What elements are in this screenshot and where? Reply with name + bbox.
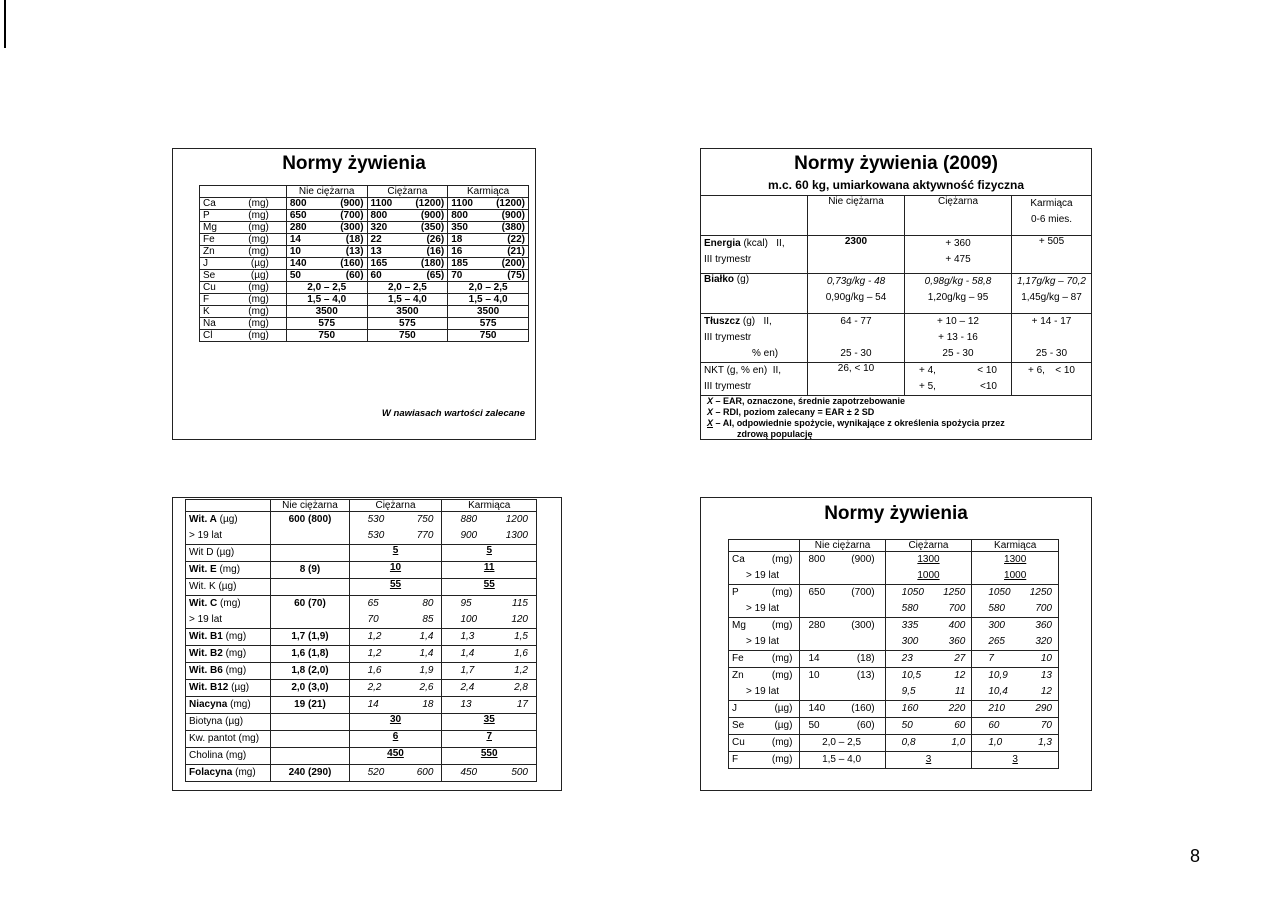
s2-corner xyxy=(701,196,808,236)
s3-nie-ciezarna-value: 1,6 (1,8) xyxy=(271,646,349,663)
s4-mineral-label: Se (µg) xyxy=(729,718,800,735)
s2-bialko-nc: 0,73g/kg - 48 0,90g/kg – 54 xyxy=(808,274,905,314)
s3-karmiaca-value: 450 500 xyxy=(442,765,537,782)
s2-legend-line: X – AI, odpowiednie spożycie, wynikające z określenia spożycia przez xyxy=(707,418,1005,428)
page-edge-mark xyxy=(4,0,6,48)
s3-vitamin-label: Biotyna (µg) xyxy=(186,714,271,731)
s1-value-cell: 750 xyxy=(367,330,448,342)
s3-vitamin-label: Wit. A (µg) > 19 lat xyxy=(186,512,271,545)
s1-row-p xyxy=(200,210,529,222)
s1-row-f xyxy=(200,294,529,306)
s4-ciezarna-value: 1300 1000 xyxy=(885,552,972,585)
s2-row-nkt-label: NKT (g, % en) II, III trymestr xyxy=(701,363,808,396)
s1-nutrient-label: Se (µg) xyxy=(200,270,287,282)
s4-nie-ciezarna-value: 140 (160) xyxy=(800,701,885,718)
s3-vitamin-label: Wit. C (mg) > 19 lat xyxy=(186,596,271,629)
s1-row-cu xyxy=(200,282,529,294)
s4-row xyxy=(729,735,1059,752)
s3-row xyxy=(186,562,537,579)
s4-row xyxy=(729,585,1059,618)
s1-value-cell: 185 (200) xyxy=(448,258,529,270)
s2-energia-nc: 2300 xyxy=(808,236,905,274)
s3-row xyxy=(186,697,537,714)
page-number: 8 xyxy=(1190,846,1201,866)
s3-ciezarna-value: 14 18 xyxy=(349,697,442,714)
s2-legend-line: X – RDI, poziom zalecany = EAR ± 2 SD xyxy=(707,407,875,417)
s4-ciezarna-value: 335 400 300 360 xyxy=(885,618,972,651)
s3-ciezarna-value: 520 600 xyxy=(349,765,442,782)
s2-header-karmiaca: Karmiąca 0-6 mies. xyxy=(1012,196,1092,236)
s3-karmiaca-value: 55 xyxy=(442,579,537,596)
s4-nie-ciezarna-value: 10 (13) xyxy=(800,668,885,701)
s3-nie-ciezarna-value xyxy=(271,714,349,731)
s3-row xyxy=(186,646,537,663)
s3-ciezarna-value: 6 xyxy=(349,731,442,748)
s4-karmiaca-value: 7 10 xyxy=(972,651,1059,668)
s1-value-cell: 575 xyxy=(448,318,529,330)
slide-2-legend: X – EAR, oznaczone, średnie zapotrzebowanie X – RDI, poziom zalecany = EAR ± 2 SD X – AI, odpowiednie spożycie, wynikające z określenia spożycia przez zdrową populację xyxy=(707,396,1005,439)
s2-tluszcz-nc: 64 - 77 25 - 30 xyxy=(808,314,905,363)
s1-nutrient-label: Mg (mg) xyxy=(200,222,287,234)
s2-header-nie-ciezarna: Nie ciężarna xyxy=(808,196,905,236)
s3-row xyxy=(186,596,537,629)
s3-row xyxy=(186,629,537,646)
s1-value-cell: 2,0 – 2,5 xyxy=(448,282,529,294)
s3-nie-ciezarna-value: 600 (800) xyxy=(271,512,349,545)
s3-vitamin-label: Kw. pantot (mg) xyxy=(186,731,271,748)
s4-mineral-label: P (mg) > 19 lat xyxy=(729,585,800,618)
s3-karmiaca-value: 13 17 xyxy=(442,697,537,714)
s4-nie-ciezarna-value: 14 (18) xyxy=(800,651,885,668)
s3-row xyxy=(186,545,537,562)
s3-vitamin-label: Wit. B6 (mg) xyxy=(186,663,271,680)
s3-ciezarna-value: 450 xyxy=(349,748,442,765)
s4-karmiaca-value: 3 xyxy=(972,752,1059,769)
s2-bialko-k: 1,17g/kg – 70,2 1,45g/kg – 87 xyxy=(1012,274,1092,314)
s2-bialko-c: 0,98g/kg - 58,8 1,20g/kg – 95 xyxy=(905,274,1012,314)
s1-nutrient-label: K (mg) xyxy=(200,306,287,318)
s1-row-se xyxy=(200,270,529,282)
s1-value-cell: 650 (700) xyxy=(286,210,367,222)
slide-1-table xyxy=(199,185,529,342)
s3-karmiaca-value: 11 xyxy=(442,562,537,579)
s1-value-cell: 800 (900) xyxy=(286,198,367,210)
s1-nutrient-label: J (µg) xyxy=(200,258,287,270)
s3-ciezarna-value: 1,2 1,4 xyxy=(349,629,442,646)
s3-nie-ciezarna-value: 60 (70) xyxy=(271,596,349,629)
s3-corner xyxy=(186,500,271,512)
s4-row xyxy=(729,752,1059,769)
s2-nkt-k: + 6, < 10 xyxy=(1012,363,1092,396)
s2-row-energia-label: Energia (kcal) II, III trymestr xyxy=(701,236,808,274)
s3-ciezarna-value: 30 xyxy=(349,714,442,731)
s4-ciezarna-value: 50 60 xyxy=(885,718,972,735)
s1-row-cl xyxy=(200,330,529,342)
s4-mineral-label: J (µg) xyxy=(729,701,800,718)
s4-ciezarna-value: 10,5 12 9,5 11 xyxy=(885,668,972,701)
s3-nie-ciezarna-value xyxy=(271,545,349,562)
s2-tluszcz-k: + 14 - 17 25 - 30 xyxy=(1012,314,1092,363)
s1-value-cell: 1,5 – 4,0 xyxy=(367,294,448,306)
s4-ciezarna-value: 160 220 xyxy=(885,701,972,718)
s4-header-0: Nie ciężarna xyxy=(800,540,885,552)
s3-karmiaca-value: 550 xyxy=(442,748,537,765)
s4-karmiaca-value: 300 360 265 320 xyxy=(972,618,1059,651)
s3-nie-ciezarna-value: 2,0 (3,0) xyxy=(271,680,349,697)
s4-ciezarna-value: 1050 1250 580 700 xyxy=(885,585,972,618)
s4-karmiaca-value: 1050 1250 580 700 xyxy=(972,585,1059,618)
s1-header-0: Nie ciężarna xyxy=(286,186,367,198)
s3-vitamin-label: Wit. E (mg) xyxy=(186,562,271,579)
s1-nutrient-label: Ca (mg) xyxy=(200,198,287,210)
s1-value-cell: 575 xyxy=(286,318,367,330)
s3-vitamin-label: Folacyna (mg) xyxy=(186,765,271,782)
s3-karmiaca-value: 880 1200 900 1300 xyxy=(442,512,537,545)
s4-mineral-label: Ca (mg) > 19 lat xyxy=(729,552,800,585)
s3-karmiaca-value: 2,4 2,8 xyxy=(442,680,537,697)
s3-header-0: Nie ciężarna xyxy=(271,500,349,512)
s1-row-fe xyxy=(200,234,529,246)
s1-row-zn xyxy=(200,246,529,258)
s4-karmiaca-value: 10,9 13 10,4 12 xyxy=(972,668,1059,701)
s4-row xyxy=(729,651,1059,668)
s3-nie-ciezarna-value xyxy=(271,731,349,748)
s3-header-2: Karmiąca xyxy=(442,500,537,512)
s1-value-cell: 800 (900) xyxy=(367,210,448,222)
s3-vitamin-label: Wit. B12 (µg) xyxy=(186,680,271,697)
s3-karmiaca-value: 1,4 1,6 xyxy=(442,646,537,663)
s3-row xyxy=(186,748,537,765)
slide-2 xyxy=(700,148,1092,440)
s3-karmiaca-value: 7 xyxy=(442,731,537,748)
s4-karmiaca-value: 1,0 1,3 xyxy=(972,735,1059,752)
s3-nie-ciezarna-value xyxy=(271,748,349,765)
s4-nie-ciezarna-value: 1,5 – 4,0 xyxy=(800,752,885,769)
s1-header-2: Karmiąca xyxy=(448,186,529,198)
s1-value-cell: 350 (380) xyxy=(448,222,529,234)
s3-ciezarna-value: 1,2 1,4 xyxy=(349,646,442,663)
s4-ciezarna-value: 3 xyxy=(885,752,972,769)
s4-mineral-label: Mg (mg) > 19 lat xyxy=(729,618,800,651)
s3-row xyxy=(186,680,537,697)
s3-nie-ciezarna-value: 8 (9) xyxy=(271,562,349,579)
s1-value-cell: 165 (180) xyxy=(367,258,448,270)
s2-row-tluszcz-label: Tłuszcz (g) II, III trymestr % en) xyxy=(701,314,808,363)
s1-value-cell: 70 (75) xyxy=(448,270,529,282)
s2-legend-line: X – EAR, oznaczone, średnie zapotrzebowanie xyxy=(707,396,906,406)
s4-karmiaca-value: 1300 1000 xyxy=(972,552,1059,585)
s1-row-na xyxy=(200,318,529,330)
s3-nie-ciezarna-value: 1,8 (2,0) xyxy=(271,663,349,680)
s3-nie-ciezarna-value xyxy=(271,579,349,596)
s3-ciezarna-value: 10 xyxy=(349,562,442,579)
s4-header-2: Karmiąca xyxy=(972,540,1059,552)
s1-corner xyxy=(200,186,287,198)
s4-row xyxy=(729,668,1059,701)
s3-ciezarna-value: 1,6 1,9 xyxy=(349,663,442,680)
s2-row-bialko-label: Białko (g) xyxy=(701,274,808,314)
s3-karmiaca-value: 1,7 1,2 xyxy=(442,663,537,680)
s3-vitamin-label: Wit D (µg) xyxy=(186,545,271,562)
s3-ciezarna-value: 5 xyxy=(349,545,442,562)
s1-nutrient-label: Zn (mg) xyxy=(200,246,287,258)
s1-value-cell: 800 (900) xyxy=(448,210,529,222)
s4-nie-ciezarna-value: 800 (900) xyxy=(800,552,885,585)
s2-nkt-c: + 4, < 10 + 5, <10 xyxy=(905,363,1012,396)
s1-value-cell: 2,0 – 2,5 xyxy=(367,282,448,294)
s4-mineral-label: Zn (mg) > 19 lat xyxy=(729,668,800,701)
s3-row xyxy=(186,765,537,782)
slide-4-title: Normy żywienia xyxy=(824,503,968,524)
slide-4 xyxy=(700,497,1092,791)
s2-nkt-nc: 26, < 10 xyxy=(808,363,905,396)
slide-2-title: Normy żywienia (2009) xyxy=(794,153,998,174)
s1-value-cell: 140 (160) xyxy=(286,258,367,270)
s1-row-k xyxy=(200,306,529,318)
s4-mineral-label: Cu (mg) xyxy=(729,735,800,752)
s4-karmiaca-value: 60 70 xyxy=(972,718,1059,735)
s1-value-cell: 1100 (1200) xyxy=(448,198,529,210)
s4-nie-ciezarna-value: 2,0 – 2,5 xyxy=(800,735,885,752)
s2-energia-k: + 505 xyxy=(1012,236,1092,274)
s4-row xyxy=(729,701,1059,718)
s1-value-cell: 14 (18) xyxy=(286,234,367,246)
s4-nie-ciezarna-value: 650 (700) xyxy=(800,585,885,618)
s2-energia-c: + 360 + 475 xyxy=(905,236,1012,274)
s4-nie-ciezarna-value: 280 (300) xyxy=(800,618,885,651)
slide-2-subtitle: m.c. 60 kg, umiarkowana aktywność fizyczna xyxy=(767,178,1025,192)
s3-row xyxy=(186,663,537,680)
slide-1 xyxy=(172,148,536,440)
s1-nutrient-label: F (mg) xyxy=(200,294,287,306)
s1-nutrient-label: Cl (mg) xyxy=(200,330,287,342)
s4-header-1: Ciężarna xyxy=(885,540,972,552)
s1-value-cell: 22 (26) xyxy=(367,234,448,246)
s3-karmiaca-value: 95 115 100 120 xyxy=(442,596,537,629)
s3-row xyxy=(186,579,537,596)
slide-1-note: W nawiasach wartości zalecane xyxy=(381,408,525,419)
s2-header-ciezarna: Ciężarna xyxy=(905,196,1012,236)
s3-karmiaca-value: 1,3 1,5 xyxy=(442,629,537,646)
s3-vitamin-label: Wit. B2 (mg) xyxy=(186,646,271,663)
s3-ciezarna-value: 2,2 2,6 xyxy=(349,680,442,697)
s1-value-cell: 18 (22) xyxy=(448,234,529,246)
s4-ciezarna-value: 23 27 xyxy=(885,651,972,668)
s1-value-cell: 10 (13) xyxy=(286,246,367,258)
slide-3-table xyxy=(185,499,537,782)
s3-ciezarna-value: 530 750 530 770 xyxy=(349,512,442,545)
slide-3 xyxy=(172,497,562,791)
s4-nie-ciezarna-value: 50 (60) xyxy=(800,718,885,735)
s3-nie-ciezarna-value: 19 (21) xyxy=(271,697,349,714)
s1-value-cell: 50 (60) xyxy=(286,270,367,282)
s3-row xyxy=(186,731,537,748)
s1-nutrient-label: Na (mg) xyxy=(200,318,287,330)
s1-value-cell: 750 xyxy=(448,330,529,342)
slide-2-table xyxy=(700,195,1092,396)
s2-tluszcz-c: + 10 – 12 + 13 - 16 25 - 30 xyxy=(905,314,1012,363)
s1-value-cell: 280 (300) xyxy=(286,222,367,234)
s4-mineral-label: Fe (mg) xyxy=(729,651,800,668)
s1-nutrient-label: Fe (mg) xyxy=(200,234,287,246)
s1-value-cell: 16 (21) xyxy=(448,246,529,258)
s1-value-cell: 3500 xyxy=(448,306,529,318)
s3-header-1: Ciężarna xyxy=(349,500,442,512)
s1-nutrient-label: P (mg) xyxy=(200,210,287,222)
s4-karmiaca-value: 210 290 xyxy=(972,701,1059,718)
s4-corner xyxy=(729,540,800,552)
s3-vitamin-label: Wit. B1 (mg) xyxy=(186,629,271,646)
s3-row xyxy=(186,512,537,545)
s4-ciezarna-value: 0,8 1,0 xyxy=(885,735,972,752)
s1-value-cell: 575 xyxy=(367,318,448,330)
s1-value-cell: 1,5 – 4,0 xyxy=(286,294,367,306)
s1-value-cell: 1,5 – 4,0 xyxy=(448,294,529,306)
s3-karmiaca-value: 35 xyxy=(442,714,537,731)
s3-nie-ciezarna-value: 240 (290) xyxy=(271,765,349,782)
s1-value-cell: 3500 xyxy=(286,306,367,318)
s1-value-cell: 320 (350) xyxy=(367,222,448,234)
s3-ciezarna-value: 65 80 70 85 xyxy=(349,596,442,629)
s4-mineral-label: F (mg) xyxy=(729,752,800,769)
s4-row xyxy=(729,718,1059,735)
s1-nutrient-label: Cu (mg) xyxy=(200,282,287,294)
s3-ciezarna-value: 55 xyxy=(349,579,442,596)
slide-1-title: Normy żywienia xyxy=(282,153,426,174)
s1-header-1: Ciężarna xyxy=(367,186,448,198)
s1-value-cell: 2,0 – 2,5 xyxy=(286,282,367,294)
s1-value-cell: 750 xyxy=(286,330,367,342)
s1-value-cell: 60 (65) xyxy=(367,270,448,282)
s3-vitamin-label: Niacyna (mg) xyxy=(186,697,271,714)
s1-value-cell: 3500 xyxy=(367,306,448,318)
s1-value-cell: 1100 (1200) xyxy=(367,198,448,210)
s1-row-mg xyxy=(200,222,529,234)
s3-vitamin-label: Wit. K (µg) xyxy=(186,579,271,596)
s4-row xyxy=(729,618,1059,651)
s3-karmiaca-value: 5 xyxy=(442,545,537,562)
s1-value-cell: 13 (16) xyxy=(367,246,448,258)
s3-vitamin-label: Cholina (mg) xyxy=(186,748,271,765)
slide-4-table xyxy=(728,539,1059,769)
s1-row-j xyxy=(200,258,529,270)
s4-row xyxy=(729,552,1059,585)
s3-row xyxy=(186,714,537,731)
s1-row-ca xyxy=(200,198,529,210)
s3-nie-ciezarna-value: 1,7 (1,9) xyxy=(271,629,349,646)
